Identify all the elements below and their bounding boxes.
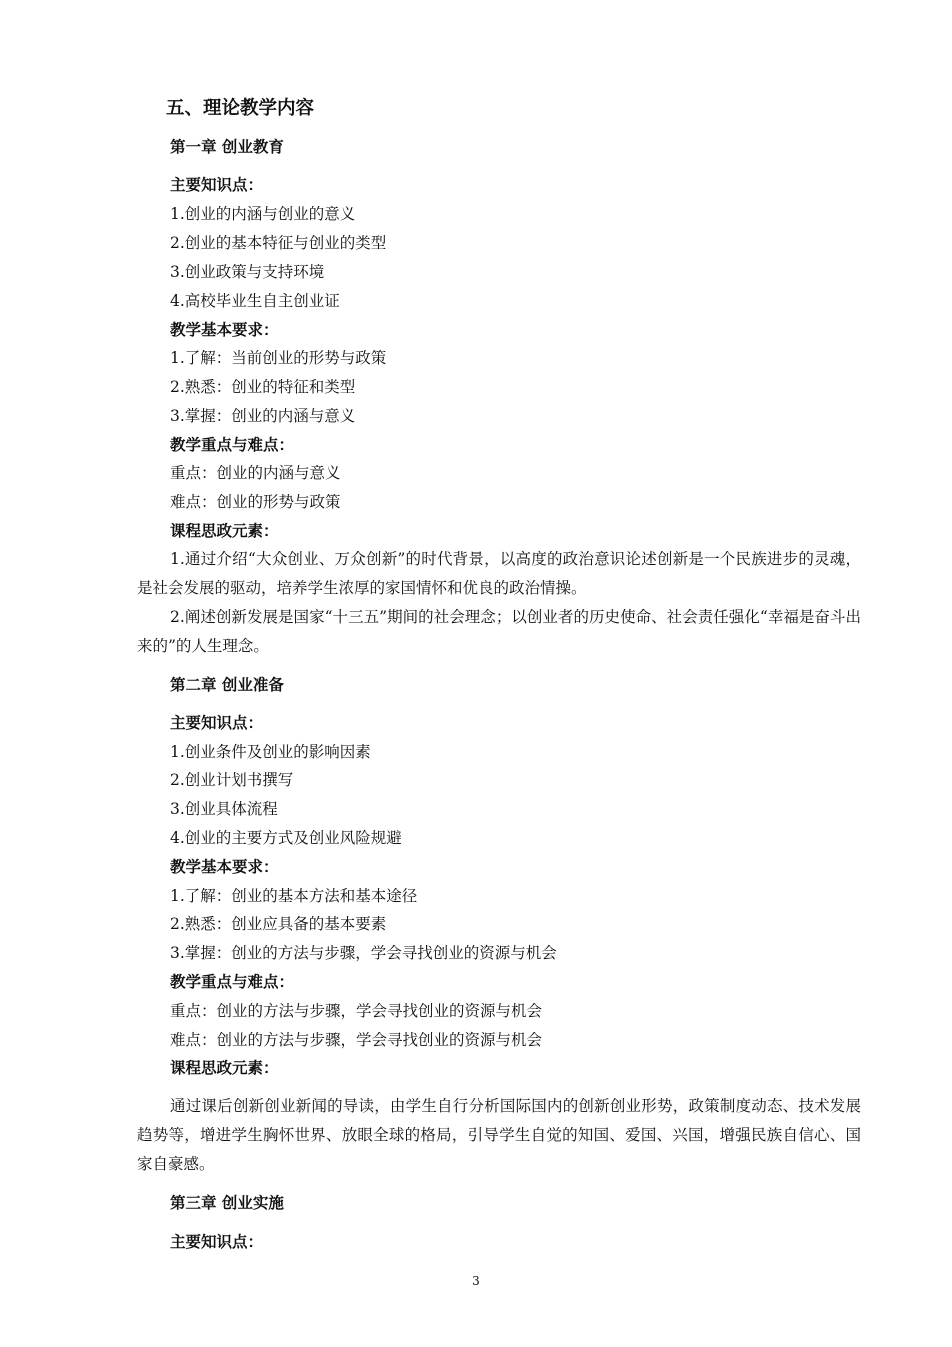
chapter-1-key-point: 重点：创业的内涵与意义 xyxy=(170,464,341,482)
chapter-1-requirement-item: 2.熟悉：创业的特征和类型 xyxy=(170,378,356,396)
chapter-2-requirement-item: 2.熟悉：创业应具备的基本要素 xyxy=(170,915,387,933)
chapter-1-difficult-point: 难点：创业的形势与政策 xyxy=(170,493,341,511)
chapter-2-knowledge-item: 2.创业计划书撰写 xyxy=(170,771,294,789)
chapter-2-requirements-label: 教学基本要求： xyxy=(170,857,279,876)
chapter-1-title: 第一章 创业教育 xyxy=(170,137,284,156)
chapter-2-knowledge-item: 4.创业的主要方式及创业风险规避 xyxy=(170,829,402,847)
chapter-1-requirements-label: 教学基本要求： xyxy=(170,320,279,339)
chapter-1-key-label: 教学重点与难点： xyxy=(170,435,295,454)
chapter-1-knowledge-item: 1.创业的内涵与创业的意义 xyxy=(170,205,356,223)
section-title: 五、理论教学内容 xyxy=(166,98,315,119)
chapter-2-knowledge-item: 3.创业具体流程 xyxy=(170,800,278,818)
chapter-1-knowledge-item: 2.创业的基本特征与创业的类型 xyxy=(170,234,387,252)
chapter-1-ideology-paragraph: 1.通过介绍“大众创业、万众创新”的时代背景，以高度的政治意识论述创新是一个民族进步的灵魂，是社会发展的驱动，培养学生浓厚的家国情怀和优良的政治情操。 xyxy=(137,550,861,597)
chapter-1-requirement-item: 1.了解：当前创业的形势与政策 xyxy=(170,349,387,367)
chapter-1-ideology-label: 课程思政元素： xyxy=(170,521,279,540)
chapter-2-knowledge-item: 1.创业条件及创业的影响因素 xyxy=(170,743,371,761)
chapter-2-knowledge-label: 主要知识点： xyxy=(170,713,264,732)
chapter-2-key-point: 重点：创业的方法与步骤，学会寻找创业的资源与机会 xyxy=(170,1002,543,1020)
chapter-1-requirement-item: 3.掌握：创业的内涵与意义 xyxy=(170,407,356,425)
chapter-1-knowledge-item: 4.高校毕业生自主创业证 xyxy=(170,292,340,310)
chapter-2-key-label: 教学重点与难点： xyxy=(170,972,295,991)
chapter-2-title: 第二章 创业准备 xyxy=(170,675,284,694)
chapter-2-ideology-label: 课程思政元素： xyxy=(170,1058,279,1077)
chapter-3-title: 第三章 创业实施 xyxy=(170,1193,284,1212)
chapter-1-knowledge-label: 主要知识点： xyxy=(170,175,264,194)
chapter-2-requirement-item: 3.掌握：创业的方法与步骤，学会寻找创业的资源与机会 xyxy=(170,944,557,962)
chapter-1-ideology-paragraph: 2.阐述创新发展是国家“十三五”期间的社会理念；以创业者的历史使命、社会责任强化“幸福是奋斗出来的”的人生理念。 xyxy=(137,608,861,655)
chapter-3-knowledge-label: 主要知识点： xyxy=(170,1232,264,1251)
chapter-2-requirement-item: 1.了解：创业的基本方法和基本途径 xyxy=(170,887,418,905)
page-number: 3 xyxy=(472,1274,480,1288)
chapter-2-difficult-point: 难点：创业的方法与步骤，学会寻找创业的资源与机会 xyxy=(170,1031,543,1049)
chapter-2-ideology-paragraph: 通过课后创新创业新闻的导读，由学生自行分析国际国内的创新创业形势，政策制度动态、技术发展趋势等，增进学生胸怀世界、放眼全球的格局，引导学生自觉的知国、爱国、兴国，增强民族自信心、国家自豪感。 xyxy=(137,1097,861,1173)
chapter-1-knowledge-item: 3.创业政策与支持环境 xyxy=(170,263,325,281)
